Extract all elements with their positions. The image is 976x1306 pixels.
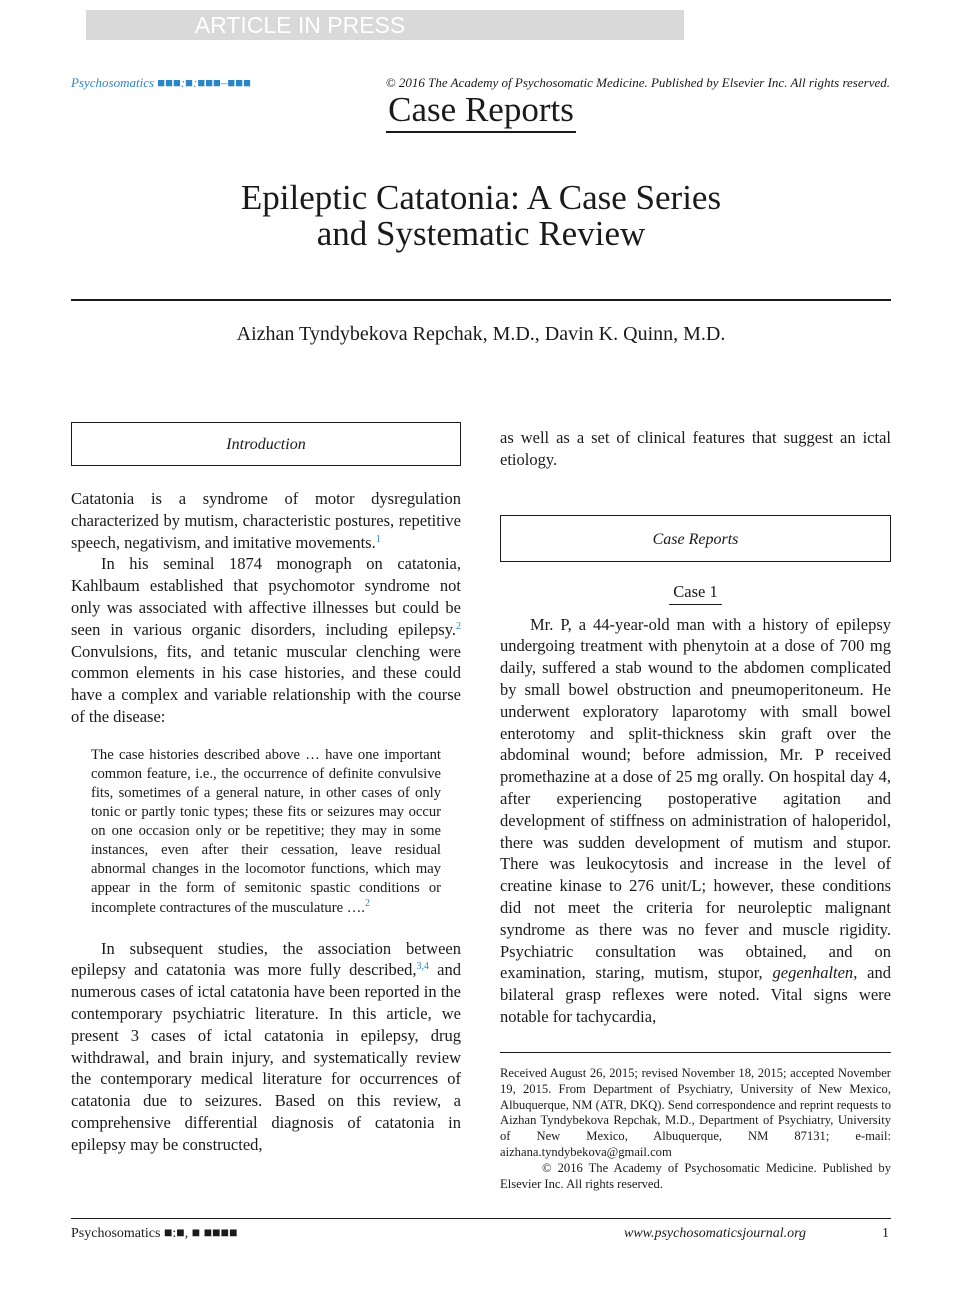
introduction-heading: Introduction [226, 436, 306, 453]
case-reports-heading: Case Reports [652, 530, 739, 548]
footer-journal-reference: Psychosomatics ■:■, ■ ■■■■ [71, 1226, 238, 1241]
footnote-copyright: © 2016 The Academy of Psychosomatic Medicine. Published by Elsevier Inc. All rights reserved. [500, 1160, 891, 1191]
header-copyright: © 2016 The Academy of Psychosomatic Medicine. Published by Elsevier Inc. All rights reserved. [385, 75, 890, 90]
reference-link[interactable]: 1 [375, 533, 381, 545]
quote-text: The case histories described above … have one important common feature, i.e., the occurrence of definite convulsive fits, sometimes of a general nature, in other cases of only tonic or partly tonic types; these fits or seizures may occur on one occasion only or be repetitive; they may in some instances, even after their cessation, leave residual abnormal changes in the locomotor functions, which may appear in the form of semitonic spastic conditions or incomplete contractures of the musculature …. [91, 746, 441, 916]
intro-paragraph-3 [71, 938, 461, 1156]
received-note: Received August 26, 2015; revised November 18, 2015; accepted November 19, 2015. From Department of Psychiatry, University of New Mexico, Albuquerque, NM (ATR, DKQ). Send correspondence and reprint requests to Aizhan Tyndybekova Repchak, M.D., Department of Psychiatry, University of New Mexico, Albuquerque, NM 87131; e-mail: aizhana.tyndybekova@gmail.com [500, 1066, 891, 1159]
title-line-1: Epileptic Catatonia: A Case Series [240, 178, 722, 217]
article-in-press-banner [86, 10, 684, 40]
title-line-2: and Systematic Review [316, 214, 646, 253]
case-1-italic-term: gegenhalten [772, 963, 854, 983]
intro-p3-text-b: and numerous cases of ictal catatonia have been reported in the contemporary psychiatric literature. In this article, we present 3 cases of ictal catatonia in epilepsy, drug withdrawal, and brain injury, and systematically review the contemporary medical literature for occurrences of catatonia due to seizures. Based on this review, a comprehensive differential diagnosis of catatonia in epilepsy may be constructed, [71, 960, 461, 1154]
right-column [500, 427, 891, 1028]
journal-reference-link[interactable]: Psychosomatics ■■■:■:■■■–■■■ [71, 75, 251, 90]
footnote-divider [500, 1052, 891, 1053]
intro-p2-text-b: Convulsions, fits, and tetanic muscular clenching were common elements in his case histories, and these could have a complex and variable relationship with the course of the disease: [71, 641, 461, 726]
author-list: Aizhan Tyndybekova Repchak, M.D., Davin K. Quinn, M.D. [236, 323, 726, 345]
case-1-text: Mr. P, a 44-year-old man with a history of epilepsy undergoing treatment with phenytoin at a dose of 700 mg daily, suffered a stab wound to the abdomen complicated by small bowel obstruction and pneumoperitoneum. He underwent exploratory laparotomy with small bowel enterotomy and split-thickness skin graft over the abdominal wound; before admission, Mr. P received promethazine at a dose of 25 mg orally. On hospital day 4, after experiencing postoperative agitation and development of stiffness on administration of haloperidol, there was sudden development of mutism and stupor. There was leukocytosis and increase in the level of creatine kinase to 276 unit/L; however, these conditions did not meet the criteria for neuroleptic malignant syndrome as there was no fever and muscle rigidity. Psychiatric consultation was obtained, and on examination, staring, mutism, stupor, [500, 614, 891, 983]
block-quote [91, 746, 441, 918]
case-1-label [500, 582, 891, 602]
reference-link[interactable]: 2 [456, 620, 461, 632]
intro-paragraph-2 [71, 553, 461, 727]
footnote-block [500, 1066, 891, 1192]
article-title [0, 180, 962, 252]
case-1-label-text: Case 1 [669, 582, 721, 605]
intro-continued-paragraph: as well as a set of clinical features that suggest an ictal etiology. [500, 428, 891, 469]
banner-text: ARTICLE IN PRESS [194, 12, 406, 38]
intro-p3-text-a: In subsequent studies, the association between epilepsy and catatonia was more fully described, [71, 938, 461, 980]
intro-p2-text-a: In his seminal 1874 monograph on catatonia, Kahlbaum established that psychomotor syndrome not only was associated with affective illnesses but could be seen in various organic disorders, including epilepsy. [71, 554, 461, 639]
title-divider [71, 299, 891, 301]
intro-paragraph-1 [71, 488, 461, 553]
reference-link[interactable]: 3,4 [416, 961, 429, 973]
footer-divider [71, 1218, 891, 1219]
section-heading [0, 90, 962, 130]
introduction-heading-box [71, 422, 461, 466]
section-heading-text: Case Reports [386, 90, 576, 133]
case-1-text-tail: , and bilateral grasp reflexes were noted. Vital signs were notable for tachycardia, [500, 963, 892, 1026]
intro-p1-text: Catatonia is a syndrome of motor dysregulation characterized by mutism, characteristic postures, repetitive speech, negativism, and imitative movements. [71, 489, 461, 552]
case-reports-heading-box [500, 515, 891, 562]
left-column [71, 422, 461, 1156]
page-number: 1 [882, 1226, 889, 1241]
journal-url-link[interactable]: www.psychosomaticsjournal.org [624, 1226, 807, 1241]
case-1-paragraph [500, 614, 891, 1028]
reference-link[interactable]: 2 [364, 897, 370, 909]
